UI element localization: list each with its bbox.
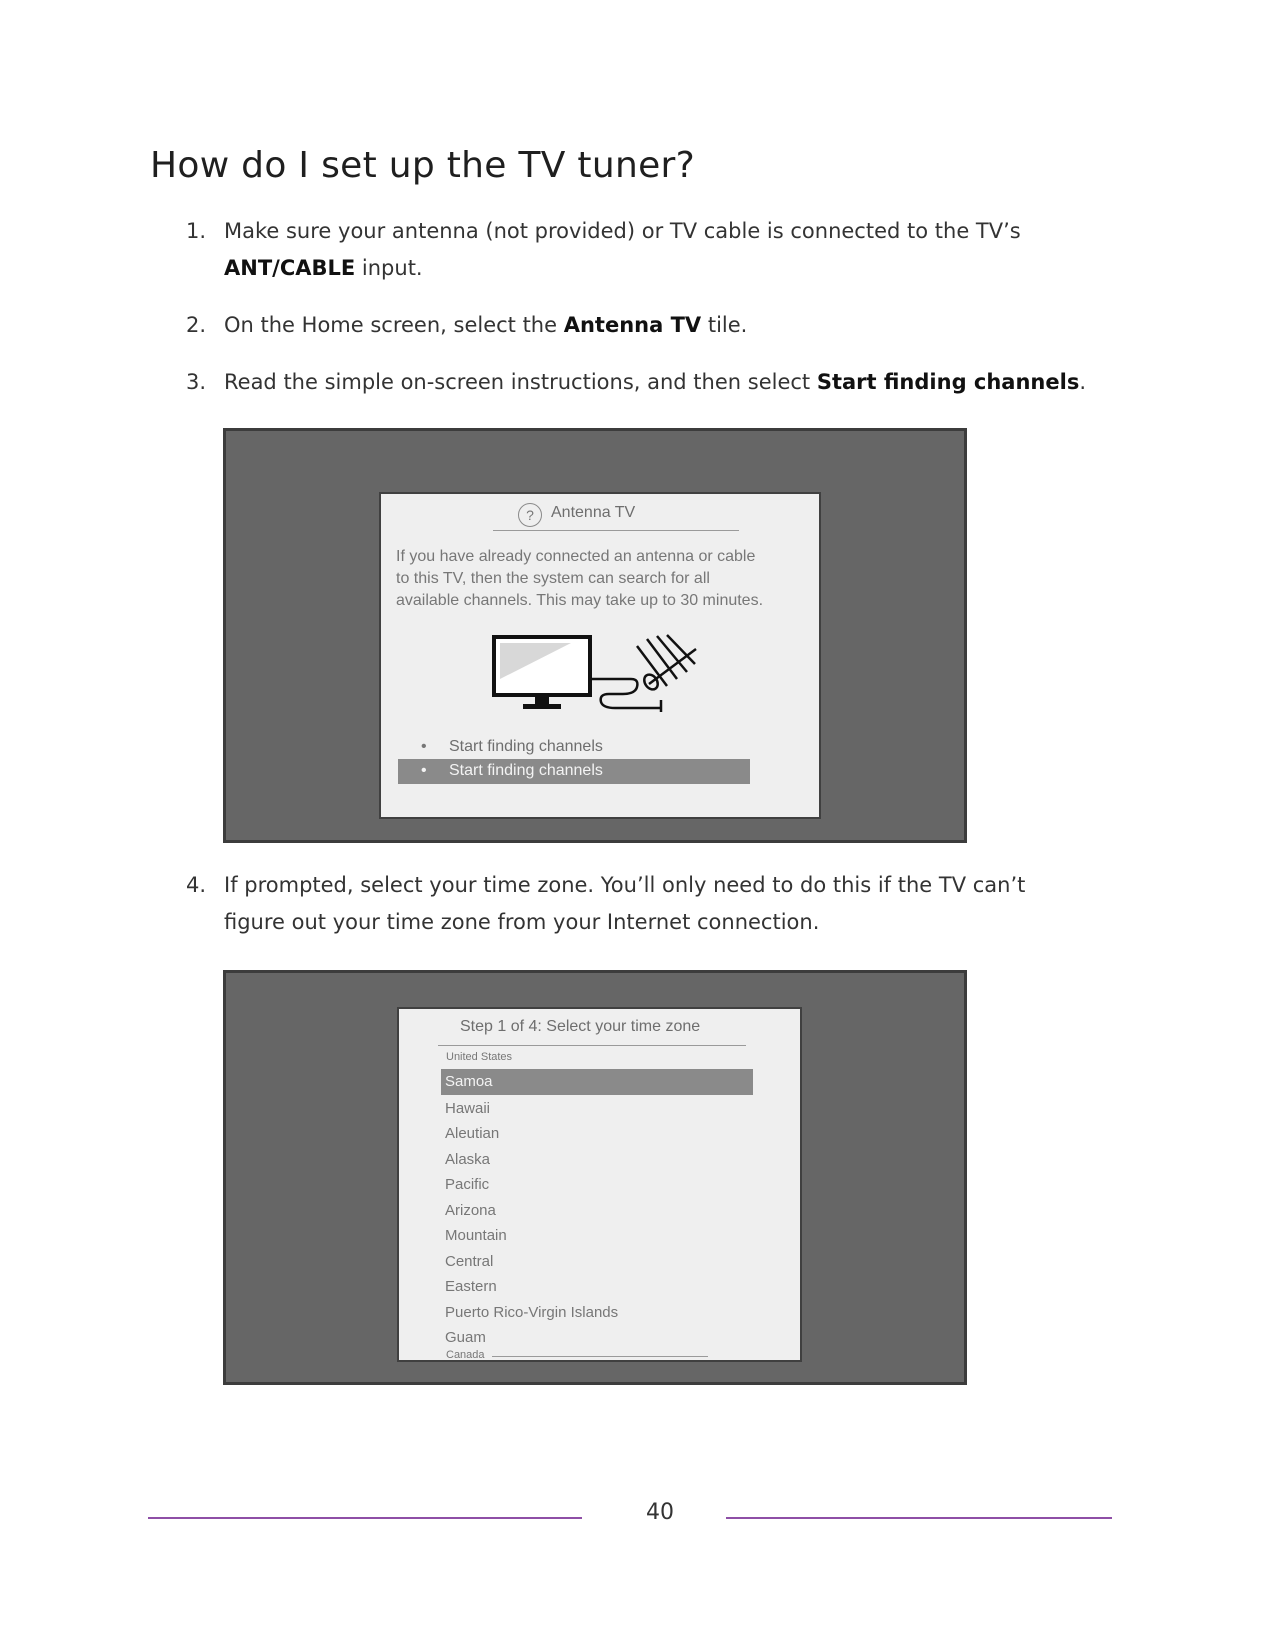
page-number: 40: [646, 1500, 674, 1525]
step-number: 1.: [186, 219, 207, 243]
menu-option-selected[interactable]: [398, 759, 750, 784]
timezone-item[interactable]: Eastern: [445, 1278, 497, 1295]
step-text: tile.: [701, 313, 748, 337]
timezone-item[interactable]: Central: [445, 1253, 494, 1270]
title-divider: [438, 1045, 746, 1046]
timezone-dialog: [397, 1007, 802, 1362]
group-label-us: United States: [446, 1051, 513, 1063]
group-label-canada: Canada: [446, 1349, 485, 1361]
dialog-title: Step 1 of 4: Select your time zone: [460, 1018, 701, 1035]
step-3: [186, 364, 1146, 401]
timezone-item[interactable]: Guam: [445, 1329, 486, 1346]
step-2: [186, 307, 1146, 344]
step-bold-text: Antenna TV: [563, 313, 702, 337]
body-line: available channels. This may take up to 30 minutes.: [396, 592, 764, 609]
group-divider: [492, 1356, 708, 1357]
dialog-body: [396, 546, 763, 612]
bullet: •: [421, 738, 427, 755]
timezone-item[interactable]: Aleutian: [445, 1125, 500, 1142]
timezone-item[interactable]: Pacific: [445, 1176, 490, 1193]
step-1: [186, 213, 1146, 287]
step-text: On the Home screen, select the: [224, 313, 564, 337]
timezone-item[interactable]: Hawaii: [445, 1100, 491, 1117]
step-text: input.: [355, 256, 423, 280]
step-number: 3.: [186, 370, 207, 394]
antenna-tv-screenshot: [223, 428, 967, 843]
body-line: If you have already connected an antenna or cable: [396, 548, 756, 565]
body-line: to this TV, then the system can search for all: [396, 570, 710, 587]
footer-line-right: [726, 1517, 1112, 1519]
help-icon: ?: [518, 503, 542, 527]
step-number: 4.: [186, 873, 207, 897]
timezone-label: Samoa: [445, 1073, 493, 1090]
step-text: If prompted, select your time zone. You’ll only need to do this if the TV can’t: [224, 873, 1026, 897]
title-divider: [493, 530, 739, 531]
timezone-item[interactable]: Mountain: [445, 1227, 507, 1244]
step-text: .: [1079, 370, 1087, 394]
antenna-tv-dialog: [379, 492, 821, 819]
timezone-item[interactable]: Arizona: [445, 1202, 496, 1219]
timezone-screenshot: [223, 970, 967, 1385]
dialog-title: Antenna TV: [551, 504, 636, 521]
footer-line-left: [148, 1517, 582, 1519]
step-bold-text: Start finding channels: [816, 370, 1080, 394]
step-number: 2.: [186, 313, 207, 337]
timezone-item-selected[interactable]: [441, 1069, 753, 1095]
timezone-item[interactable]: Alaska: [445, 1151, 491, 1168]
step-bold-text: ANT/CABLE: [224, 256, 356, 280]
tv-antenna-icon: [491, 634, 701, 714]
step-text: Read the simple on-screen instructions, and then select: [224, 370, 817, 394]
menu-option[interactable]: Start finding channels: [449, 738, 603, 755]
step-text: Make sure your antenna (not provided) or TV cable is connected to the TV’s: [224, 219, 1021, 243]
timezone-item[interactable]: Puerto Rico-Virgin Islands: [445, 1304, 619, 1321]
step-text: figure out your time zone from your Internet connection.: [224, 910, 820, 934]
page-title: How do I set up the TV tuner?: [150, 145, 696, 186]
bullet: •: [421, 762, 427, 779]
step-4: [186, 867, 1146, 941]
option-label: Start finding channels: [449, 762, 603, 779]
